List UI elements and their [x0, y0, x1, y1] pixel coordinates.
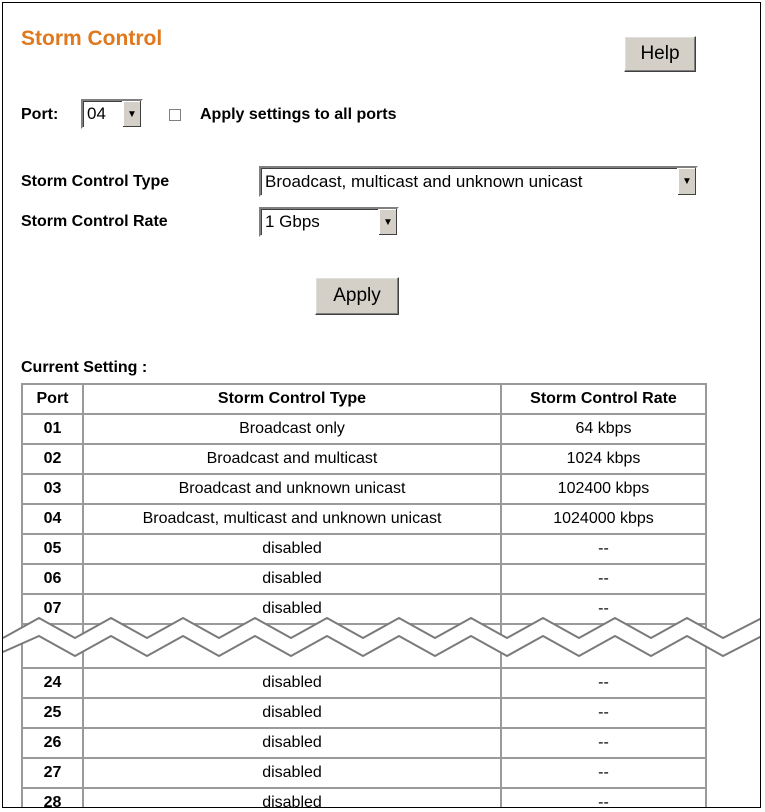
- port-cell: 26: [22, 728, 83, 758]
- table-row: [22, 474, 706, 504]
- port-cell: 03: [22, 474, 83, 504]
- table-row: [22, 534, 706, 564]
- table-row: [22, 414, 706, 444]
- table-row: [22, 698, 706, 728]
- table-row: [22, 728, 706, 758]
- type-cell: disabled: [83, 534, 501, 564]
- column-header-rate: Storm Control Rate: [501, 384, 706, 414]
- chevron-down-icon[interactable]: ▼: [677, 168, 696, 195]
- port-cell: 25: [22, 698, 83, 728]
- storm-control-rate-label: Storm Control Rate: [21, 213, 168, 230]
- rate-cell: 64 kbps: [501, 414, 706, 444]
- page-title: Storm Control: [21, 27, 163, 50]
- table-header-row: [22, 384, 706, 414]
- column-header-type: Storm Control Type: [83, 384, 501, 414]
- apply-all-checkbox[interactable]: [169, 109, 181, 121]
- port-cell: 27: [22, 758, 83, 788]
- table-row: [22, 564, 706, 594]
- rate-cell: --: [501, 698, 706, 728]
- port-cell: 06: [22, 564, 83, 594]
- current-setting-heading: Current Setting :: [21, 359, 148, 376]
- port-select-value: 04: [87, 104, 106, 123]
- port-cell: 24: [22, 668, 83, 698]
- table-row: [22, 444, 706, 474]
- table-row: [22, 504, 706, 534]
- port-cell: 05: [22, 534, 83, 564]
- storm-control-type-value: Broadcast, multicast and unknown unicast: [265, 171, 583, 191]
- type-cell: disabled: [83, 788, 501, 808]
- type-cell: disabled: [83, 728, 501, 758]
- rate-cell: --: [501, 594, 706, 624]
- rate-cell: --: [501, 564, 706, 594]
- table-row: [22, 668, 706, 698]
- rate-cell: --: [501, 668, 706, 698]
- type-cell: Broadcast and multicast: [83, 444, 501, 474]
- rate-cell: 102400 kbps: [501, 474, 706, 504]
- rate-cell: --: [501, 758, 706, 788]
- table-break-zigzag: [3, 608, 761, 668]
- type-cell: Broadcast and unknown unicast: [83, 474, 501, 504]
- type-cell: disabled: [83, 564, 501, 594]
- current-setting-table: [21, 383, 707, 808]
- storm-control-rate-select[interactable]: [259, 207, 399, 237]
- storm-control-type-label: Storm Control Type: [21, 173, 170, 190]
- apply-all-label: Apply settings to all ports: [200, 106, 397, 123]
- apply-button[interactable]: Apply: [315, 277, 399, 315]
- storm-control-rate-value: 1 Gbps: [265, 212, 320, 231]
- table-row: [22, 758, 706, 788]
- column-header-port: Port: [22, 384, 83, 414]
- type-cell: disabled: [83, 594, 501, 624]
- port-cell: 01: [22, 414, 83, 444]
- storm-control-type-select[interactable]: [259, 166, 698, 197]
- rate-cell: --: [501, 534, 706, 564]
- port-select[interactable]: [81, 99, 143, 129]
- type-cell: Broadcast, multicast and unknown unicast: [83, 504, 501, 534]
- port-cell: 07: [22, 594, 83, 624]
- help-button[interactable]: Help: [624, 36, 696, 72]
- table-row: [22, 788, 706, 808]
- type-cell: Broadcast only: [83, 414, 501, 444]
- port-cell: 04: [22, 504, 83, 534]
- chevron-down-icon[interactable]: ▼: [122, 101, 141, 127]
- rate-cell: --: [501, 728, 706, 758]
- type-cell: disabled: [83, 698, 501, 728]
- type-cell: disabled: [83, 758, 501, 788]
- rate-cell: 1024000 kbps: [501, 504, 706, 534]
- port-label: Port:: [21, 106, 59, 123]
- rate-cell: 1024 kbps: [501, 444, 706, 474]
- port-cell: 02: [22, 444, 83, 474]
- storm-control-panel: [2, 2, 761, 808]
- chevron-down-icon[interactable]: ▼: [378, 209, 397, 235]
- port-cell: 28: [22, 788, 83, 808]
- type-cell: disabled: [83, 668, 501, 698]
- rate-cell: --: [501, 788, 706, 808]
